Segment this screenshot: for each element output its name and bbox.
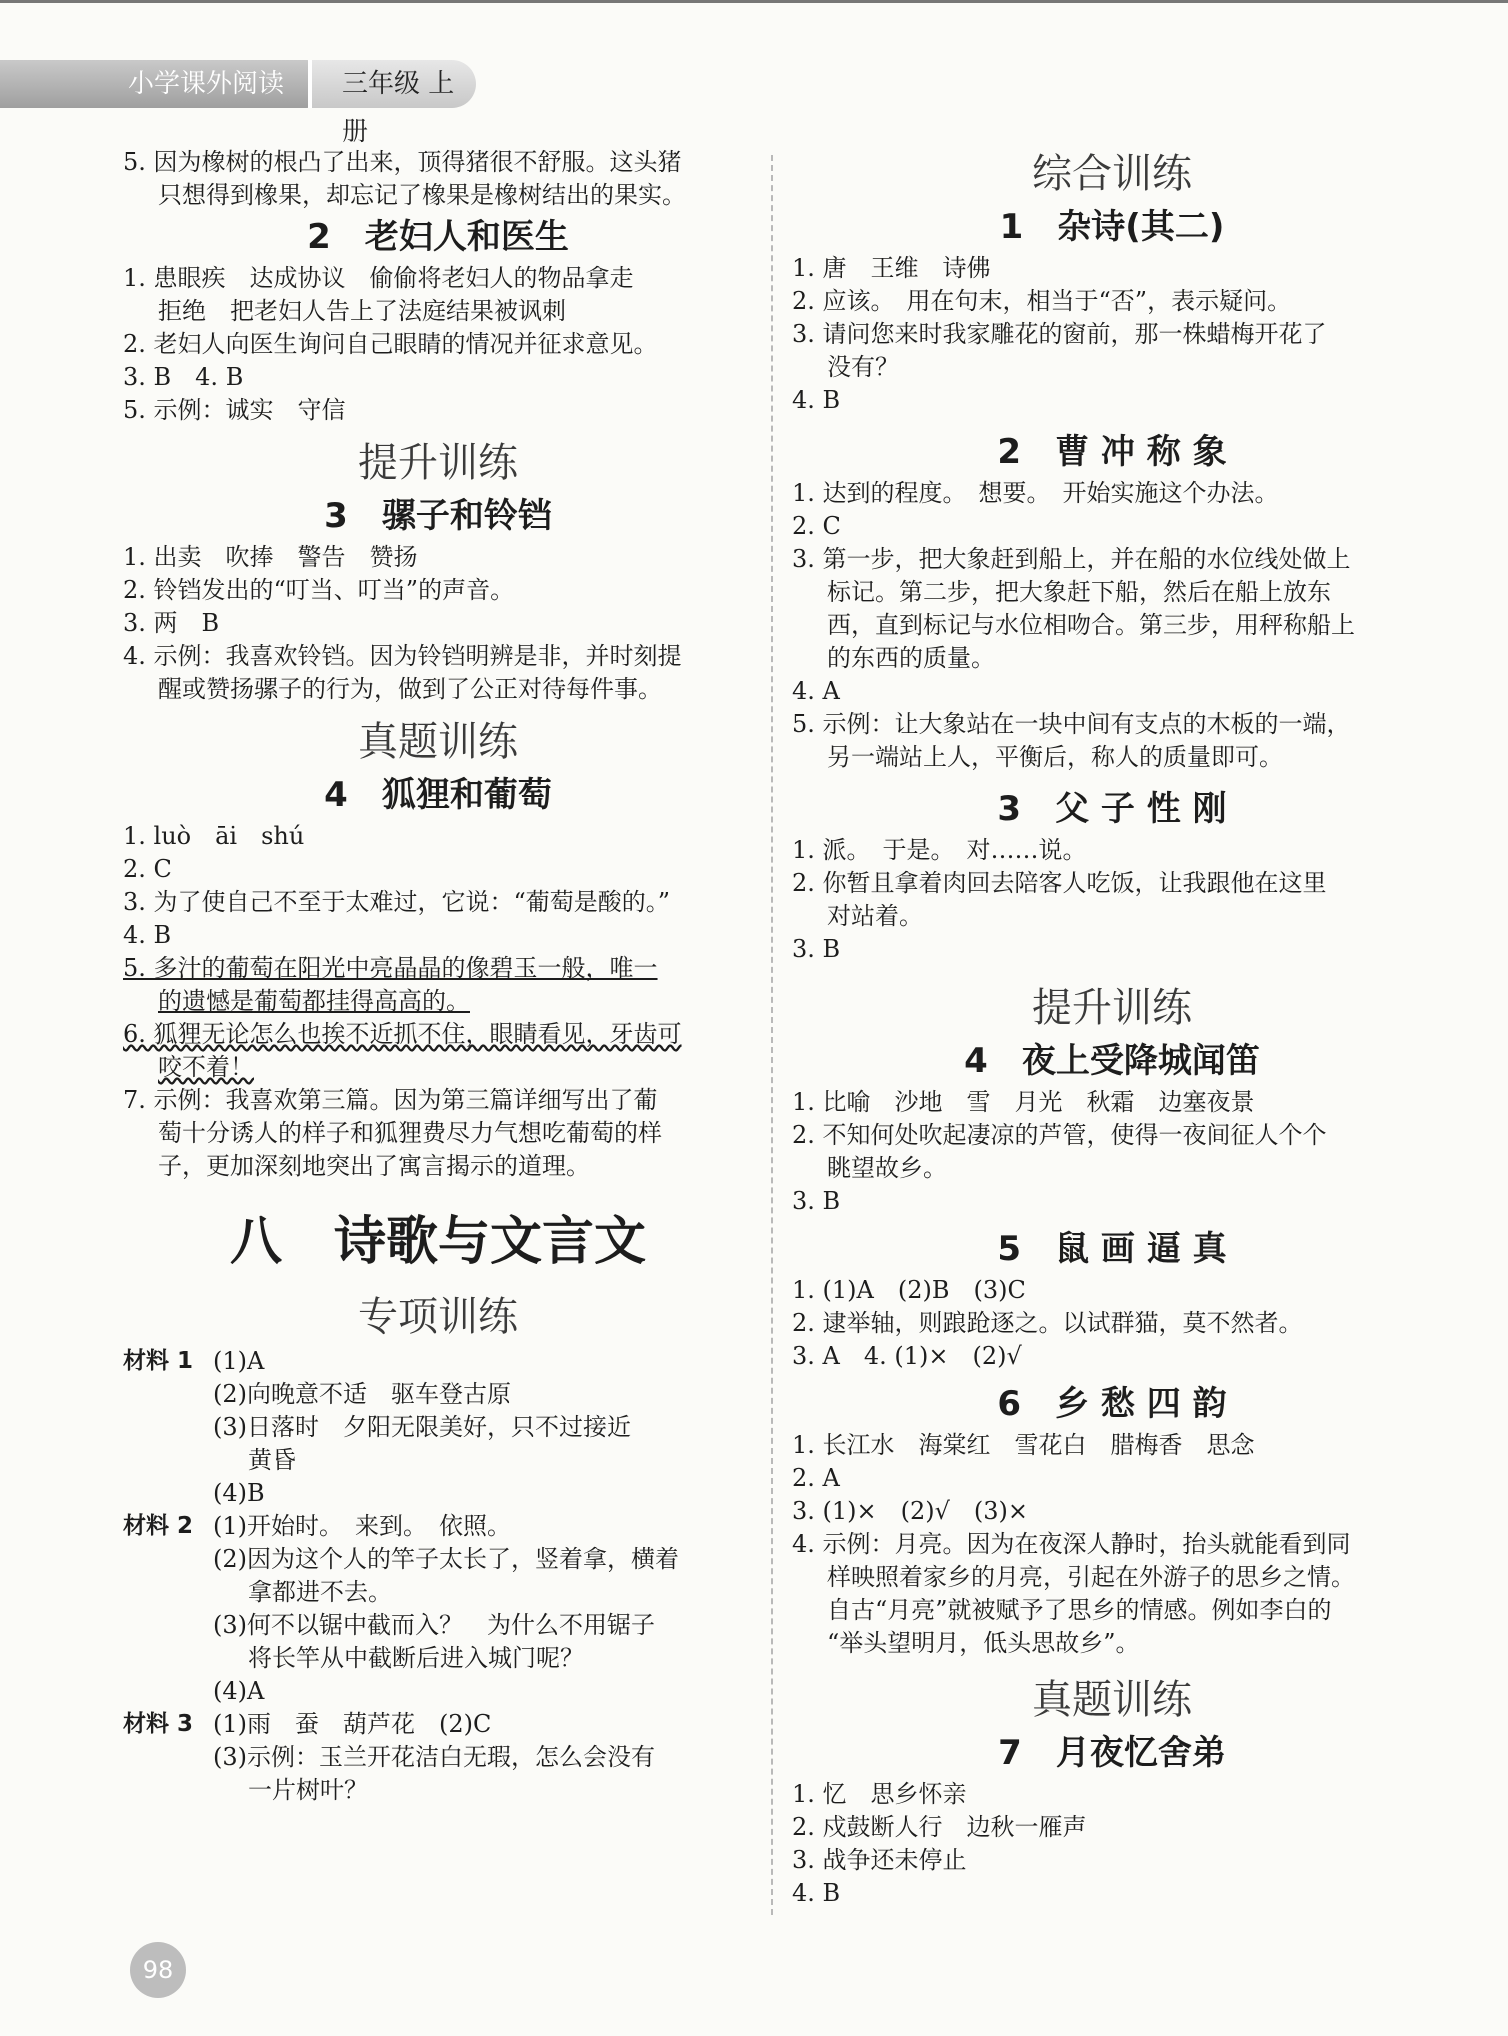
answer-line: 的东西的质量。 bbox=[827, 644, 995, 672]
answer-line: 4. B bbox=[123, 921, 172, 949]
answer-line: 一片树叶？ bbox=[248, 1776, 368, 1804]
answer-line: 另一端站上人，平衡后，称人的质量即可。 bbox=[827, 743, 1283, 771]
answer-line: 1. 长江水 海棠红 雪花白 腊梅香 思念 bbox=[792, 1431, 1255, 1459]
answer-line: 咬不着！ bbox=[158, 1053, 254, 1081]
answer-line: 2. C bbox=[123, 855, 172, 883]
answer-line: 将长竿从中截断后进入城门呢？ bbox=[248, 1644, 584, 1672]
answer-line: 5. 示例：诚实 守信 bbox=[123, 396, 346, 424]
answer-line: 的遗憾是葡萄都挂得高高的。 bbox=[158, 987, 470, 1015]
answer-line: 2. C bbox=[792, 512, 841, 540]
article-title: 3 父 子 性 刚 bbox=[997, 789, 1227, 829]
article-title: 4 狐狸和葡萄 bbox=[324, 775, 552, 815]
answer-line: 1. 派。 于是。 对……说。 bbox=[792, 836, 1087, 864]
section-heading: 提升训练 bbox=[1032, 985, 1192, 1031]
answer-line: 5. 因为橡树的根凸了出来，顶得猪很不舒服。这头猪 bbox=[123, 148, 682, 176]
left-column bbox=[123, 146, 753, 1807]
answer-line: 标记。第二步，把大象赶下船，然后在船上放东 bbox=[827, 578, 1331, 606]
answer-line: 1. 达到的程度。 想要。 开始实施这个办法。 bbox=[792, 479, 1279, 507]
answer-line: 3. 两 B bbox=[123, 609, 220, 637]
answer-line: 1. luò āi shú bbox=[123, 822, 305, 850]
answer-line: 3. (1)× (2)√ (3)× bbox=[792, 1497, 1029, 1525]
answer-line: 2. 戍鼓断人行 边秋一雁声 bbox=[792, 1813, 1087, 1841]
answer-line: 对站着。 bbox=[827, 902, 923, 930]
page-number: 98 bbox=[130, 1942, 186, 1998]
answer-line: (1)开始时。 来到。 依照。 bbox=[213, 1512, 511, 1540]
answer-line: 1. 患眼疾 达成协议 偷偷将老妇人的物品拿走 bbox=[123, 264, 634, 292]
answer-line: 4. B bbox=[792, 1879, 841, 1907]
answer-line: 2. 你暂且拿着肉回去陪客人吃饭，让我跟他在这里 bbox=[792, 869, 1327, 897]
answer-line: 7. 示例：我喜欢第三篇。因为第三篇详细写出了葡 bbox=[123, 1086, 658, 1114]
article-title: 5 鼠 画 逼 真 bbox=[997, 1229, 1227, 1269]
answer-line: (1)A bbox=[213, 1347, 265, 1375]
article-title: 2 老妇人和医生 bbox=[307, 217, 569, 257]
answer-line: 拿都进不去。 bbox=[248, 1578, 392, 1606]
answer-line: 2. 老妇人向医生询问自己眼睛的情况并征求意见。 bbox=[123, 330, 658, 358]
answer-line: 黄昏 bbox=[248, 1446, 296, 1474]
grade-label: 三年级 上册 bbox=[308, 60, 476, 108]
article-title: 2 曹 冲 称 象 bbox=[997, 432, 1227, 472]
unit-title: 八 诗歌与文言文 bbox=[229, 1212, 646, 1272]
answer-line: 3. 请问您来时我家雕花的窗前，那一株蜡梅开花了 bbox=[792, 320, 1327, 348]
page-header bbox=[0, 60, 520, 147]
answer-line: 5. 示例：让大象站在一块中间有支点的木板的一端， bbox=[792, 710, 1351, 738]
answer-line: 醒或赞扬骡子的行为，做到了公正对待每件事。 bbox=[158, 675, 662, 703]
section-heading: 提升训练 bbox=[358, 440, 518, 486]
answer-line: 1. 唐 王维 诗佛 bbox=[792, 254, 991, 282]
material-label: 材料 2 bbox=[123, 1513, 194, 1539]
material-block bbox=[123, 1708, 753, 1807]
column-divider bbox=[771, 155, 773, 1915]
section-heading: 真题训练 bbox=[1032, 1677, 1192, 1723]
section-heading: 真题训练 bbox=[358, 719, 518, 765]
top-border bbox=[0, 0, 1508, 3]
answer-line: 眺望故乡。 bbox=[827, 1154, 947, 1182]
answer-line: 3. 第一步，把大象赶到船上，并在船的水位线处做上 bbox=[792, 545, 1351, 573]
answer-line: (3)何不以锯中截而入？ 为什么不用锯子 bbox=[213, 1611, 655, 1639]
answer-line: (3)日落时 夕阳无限美好，只不过接近 bbox=[213, 1413, 631, 1441]
article-title: 6 乡 愁 四 韵 bbox=[997, 1384, 1227, 1424]
article-title: 4 夜上受降城闻笛 bbox=[964, 1041, 1260, 1081]
material-label: 材料 1 bbox=[123, 1348, 194, 1374]
material-block bbox=[123, 1510, 753, 1708]
answer-line: 自古“月亮”就被赋予了思乡的情感。例如李白的 bbox=[827, 1596, 1332, 1624]
answer-line: 萄十分诱人的样子和狐狸费尽力气想吃葡萄的样 bbox=[158, 1119, 662, 1147]
answer-line: 4. B bbox=[792, 386, 841, 414]
answer-line: 4. 示例：月亮。因为在夜深人静时，抬头就能看到同 bbox=[792, 1530, 1351, 1558]
answer-line: 3. A 4. (1)× (2)√ bbox=[792, 1342, 1022, 1370]
article-title: 7 月夜忆舍弟 bbox=[998, 1733, 1226, 1773]
answer-line: 拒绝 把老妇人告上了法庭结果被讽刺 bbox=[158, 297, 566, 325]
answer-line: (4)A bbox=[213, 1677, 265, 1705]
answer-line: 3. 战争还未停止 bbox=[792, 1846, 967, 1874]
answer-line: (2)向晚意不适 驱车登古原 bbox=[213, 1380, 511, 1408]
answer-line: 2. 不知何处吹起凄凉的芦管，使得一夜间征人个个 bbox=[792, 1121, 1327, 1149]
material-block bbox=[123, 1345, 753, 1510]
answer-line: 4. 示例：我喜欢铃铛。因为铃铛明辨是非，并时刻提 bbox=[123, 642, 682, 670]
answer-line: 1. 忆 思乡怀亲 bbox=[792, 1780, 967, 1808]
series-title: 小学课外阅读 bbox=[0, 60, 330, 108]
material-label: 材料 3 bbox=[123, 1711, 194, 1737]
answer-line: 3. B bbox=[792, 935, 841, 963]
answer-line: 1. (1)A (2)B (3)C bbox=[792, 1276, 1026, 1304]
answer-line: 3. B bbox=[792, 1187, 841, 1215]
answer-line: 1. 出卖 吹捧 警告 赞扬 bbox=[123, 543, 418, 571]
answer-line: 5. 多汁的葡萄在阳光中亮晶晶的像碧玉一般，唯一 bbox=[123, 954, 658, 982]
answer-line: 只想得到橡果，却忘记了橡果是橡树结出的果实。 bbox=[158, 181, 686, 209]
answer-line: 2. 逮举轴，则踉跄逐之。以试群猫，莫不然者。 bbox=[792, 1309, 1303, 1337]
answer-line: 4. A bbox=[792, 677, 840, 705]
answer-line: 样映照着家乡的月亮，引起在外游子的思乡之情。 bbox=[827, 1563, 1355, 1591]
answer-line: 1. 比喻 沙地 雪 月光 秋霜 边塞夜景 bbox=[792, 1088, 1255, 1116]
answer-line: 子，更加深刻地突出了寓言揭示的道理。 bbox=[158, 1152, 590, 1180]
answer-line: (2)因为这个人的竿子太长了，竖着拿，横着 bbox=[213, 1545, 679, 1573]
answer-line: 6. 狐狸无论怎么也挨不近抓不住，眼睛看见，牙齿可 bbox=[123, 1020, 682, 1048]
article-title: 1 杂诗(其二) bbox=[999, 207, 1225, 247]
answer-line: 3. 为了使自己不至于太难过，它说：“葡萄是酸的。” bbox=[123, 888, 671, 916]
right-column bbox=[792, 146, 1432, 1910]
answer-line: 2. 应该。 用在句末，相当于“否”，表示疑问。 bbox=[792, 287, 1292, 315]
answer-line: “举头望明月，低头思故乡”。 bbox=[827, 1629, 1140, 1657]
section-heading: 专项训练 bbox=[358, 1294, 518, 1340]
answer-line: (3)示例：玉兰开花洁白无瑕，怎么会没有 bbox=[213, 1743, 655, 1771]
section-heading: 综合训练 bbox=[1032, 151, 1192, 197]
answer-line: (1)雨 蚕 葫芦花 (2)C bbox=[213, 1710, 492, 1738]
answer-line: (4)B bbox=[213, 1479, 265, 1507]
answer-line: 没有？ bbox=[827, 353, 899, 381]
answer-line: 3. B 4. B bbox=[123, 363, 244, 391]
article-title: 3 骡子和铃铛 bbox=[324, 496, 552, 536]
answer-line: 西，直到标记与水位相吻合。第三步，用秤称船上 bbox=[827, 611, 1355, 639]
answer-line: 2. 铃铛发出的“叮当、叮当”的声音。 bbox=[123, 576, 515, 604]
answer-line: 2. A bbox=[792, 1464, 840, 1492]
